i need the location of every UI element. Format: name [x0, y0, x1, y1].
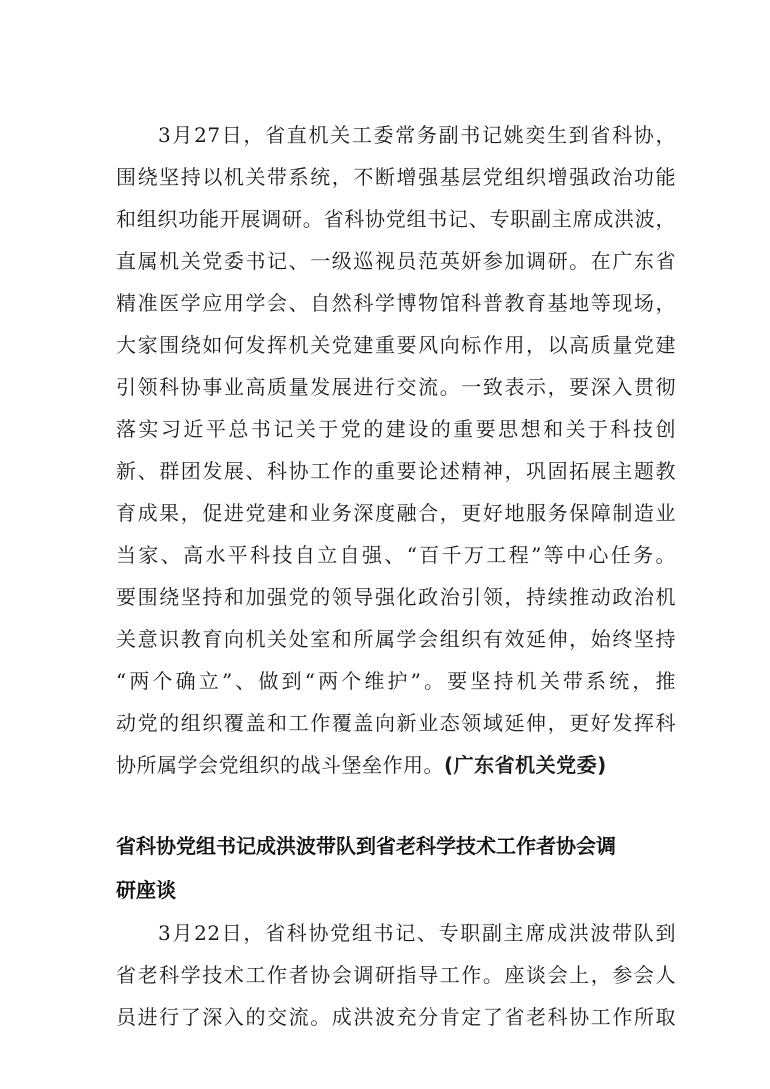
article1-source: (广东省机关党委): [444, 753, 607, 777]
article2-heading-line-1: 省科协党组书记成洪波带队到省老科学技术工作者协会调: [116, 834, 616, 858]
article1-line-15: 动党的组织覆盖和工作覆盖向新业态领域延伸，更好发挥科: [116, 711, 676, 735]
article1-line-2: 围绕坚持以机关带系统，不断增强基层党组织增强政治功能: [116, 165, 676, 189]
article1-line-1: 3月27日，省直机关工委常务副书记姚奕生到省科协，: [158, 123, 676, 147]
article2-line-2: 省老科学技术工作者协会调研指导工作。座谈会上，参会人: [116, 963, 676, 987]
article1-line-12: 要围绕坚持和加强党的领导强化政治引领，持续推动政治机: [116, 585, 676, 609]
article1-line-3: 和组织功能开展调研。省科协党组书记、专职副主席成洪波，: [116, 207, 676, 231]
article1-line-7: 引领科协事业高质量发展进行交流。一致表示，要深入贯彻: [116, 375, 676, 399]
article1-line-11: 当家、高水平科技自立自强、“百千万工程”等中心任务。: [116, 543, 676, 567]
article1-line-9: 新、群团发展、科协工作的重要论述精神，巩固拓展主题教: [116, 459, 676, 483]
article1-last-line: [116, 748, 676, 782]
article1-line-10: 育成果，促进党建和业务深度融合，更好地服务保障制造业: [116, 501, 676, 525]
article1-line-13: 关意识教育向机关处室和所属学会组织有效延伸，始终坚持: [116, 627, 676, 651]
article1-last-text: 协所属学会党组织的战斗堡垒作用。: [116, 753, 444, 777]
article2-line-1: 3月22日，省科协党组书记、专职副主席成洪波带队到: [158, 921, 676, 945]
article1-line-14: “两个确立”、做到“两个维护”。要坚持机关带系统，推: [116, 669, 676, 693]
article1-line-5: 精准医学应用学会、自然科学博物馆科普教育基地等现场，: [116, 291, 676, 315]
article1-line-6: 大家围绕如何发挥机关党建重要风向标作用，以高质量党建: [116, 333, 676, 357]
article2-heading-line-2: 研座谈: [116, 878, 176, 902]
article1-line-8: 落实习近平总书记关于党的建设的重要思想和关于科技创: [116, 417, 676, 441]
article2-line-3: 员进行了深入的交流。成洪波充分肯定了省老科协工作所取: [116, 1005, 676, 1029]
article1-line-4: 直属机关党委书记、一级巡视员范英妍参加调研。在广东省: [116, 249, 676, 273]
